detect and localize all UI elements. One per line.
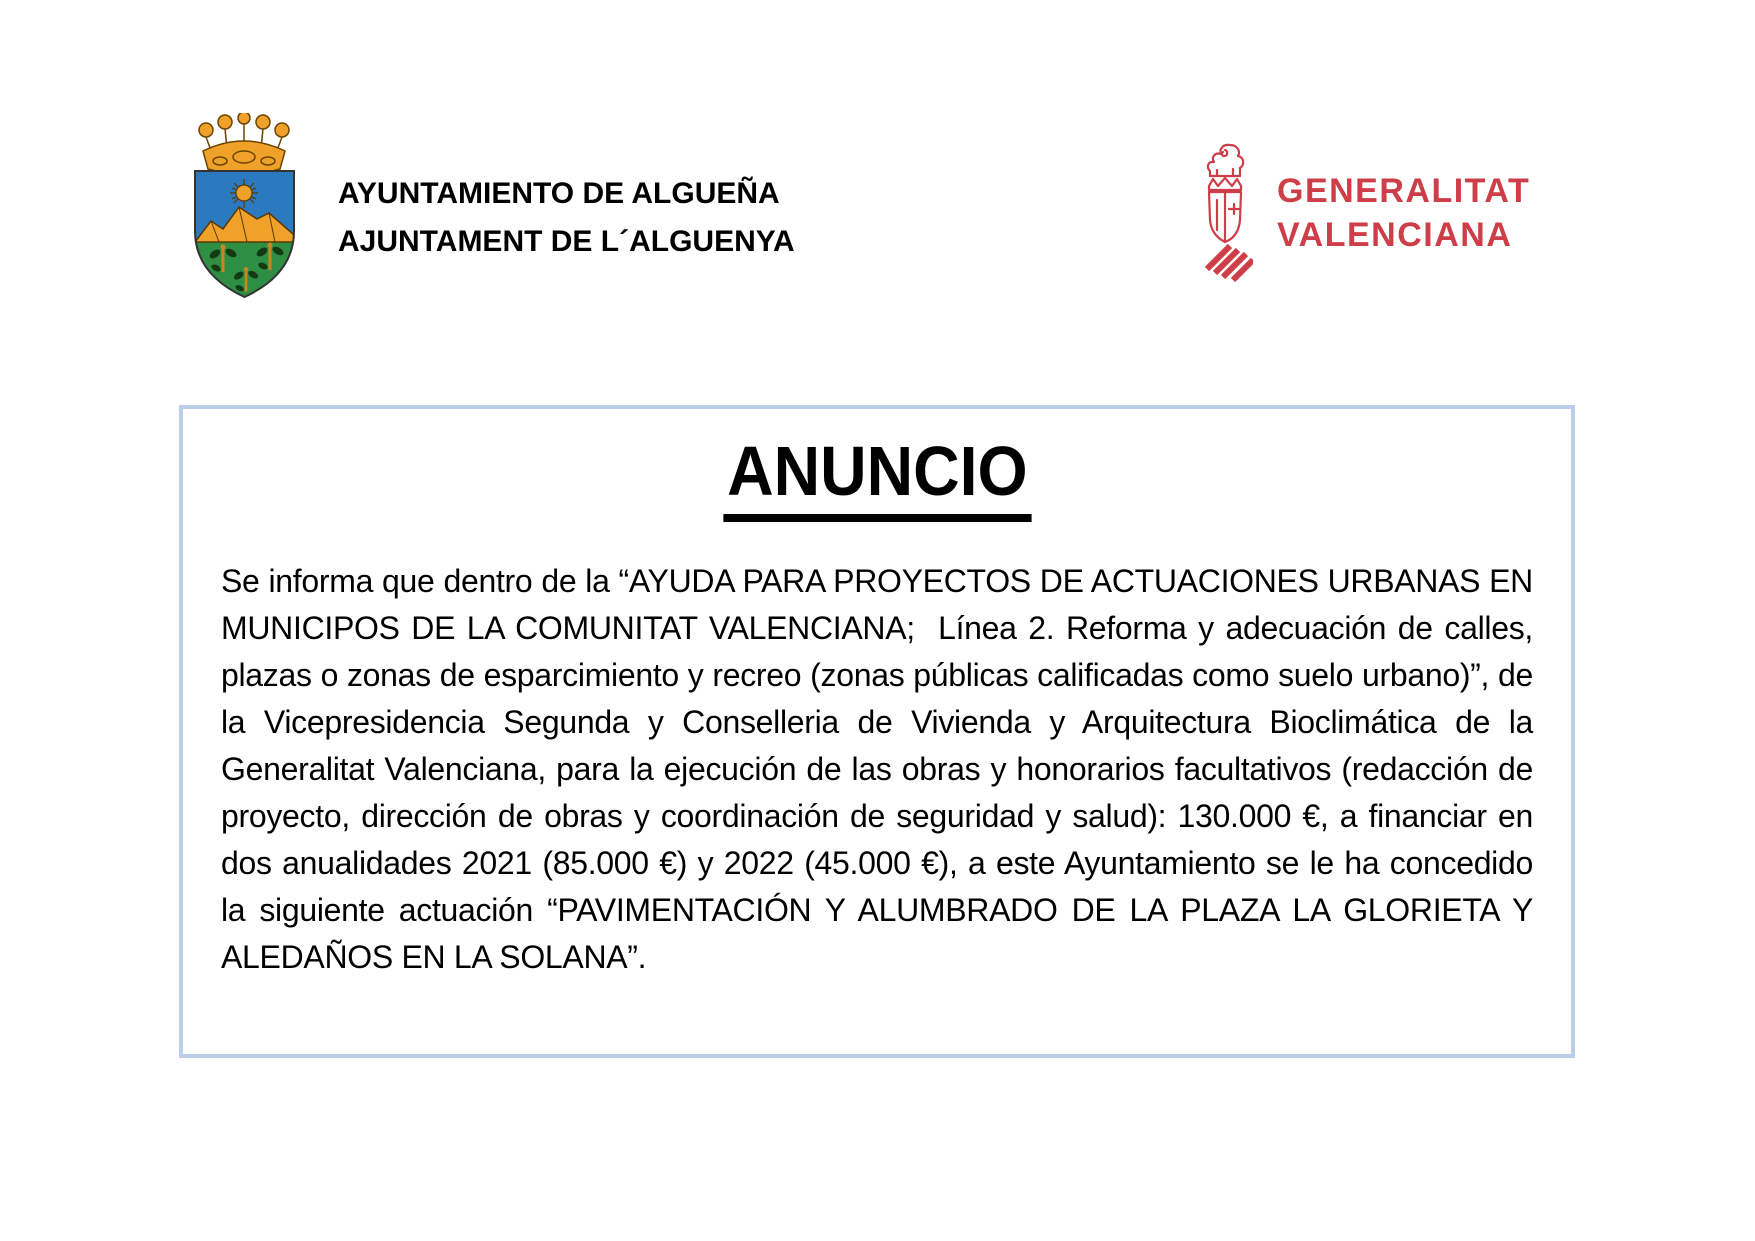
municipality-name-es: AYUNTAMIENTO DE ALGUEÑA bbox=[338, 177, 780, 210]
generalitat-wordmark-line2: VALENCIANA bbox=[1277, 216, 1513, 254]
municipality-name bbox=[338, 170, 795, 266]
announcement-body: Se informa que dentro de la “AYUDA PARA PROYECTOS DE ACTUACIONES URBANAS EN MUNICIPOS DE LA COMUNITAT VALENCIANA; Línea 2. Reforma y adecuación de calles, plazas o zonas de esparcimiento y recreo (zonas públicas calificadas como suelo urbano)”, de la Vicepresidencia Segunda y Conselleria de Vivienda y Arquitectura Bioclimática de la Generalitat Valenciana, para la ejecución de las obras y honorarios facultativos (redacción de proyecto, dirección de obras y coordinación de seguridad y salud): 130.000 €, a financiar en dos anualidades 2021 (85.000 €) y 2022 (45.000 €), a este Ayuntamiento se le ha concedido la siguiente actuación “PAVIMENTACIÓN Y ALUMBRADO DE LA PLAZA LA GLORIETA Y ALEDAÑOS EN LA SOLANA”. bbox=[221, 562, 1533, 975]
generalitat-wordmark bbox=[1277, 169, 1530, 257]
generalitat-wordmark-line1: GENERALITAT bbox=[1277, 172, 1531, 210]
announcement-title-row bbox=[221, 432, 1533, 522]
announcement-box bbox=[179, 405, 1575, 1058]
alguena-coat-of-arms-icon bbox=[189, 113, 300, 300]
municipality-name-va: AJUNTAMENT DE L´ALGUENYA bbox=[338, 225, 795, 258]
generalitat-valenciana-emblem-icon bbox=[1197, 142, 1253, 282]
announcement-title: ANUNCIO bbox=[723, 435, 1031, 522]
